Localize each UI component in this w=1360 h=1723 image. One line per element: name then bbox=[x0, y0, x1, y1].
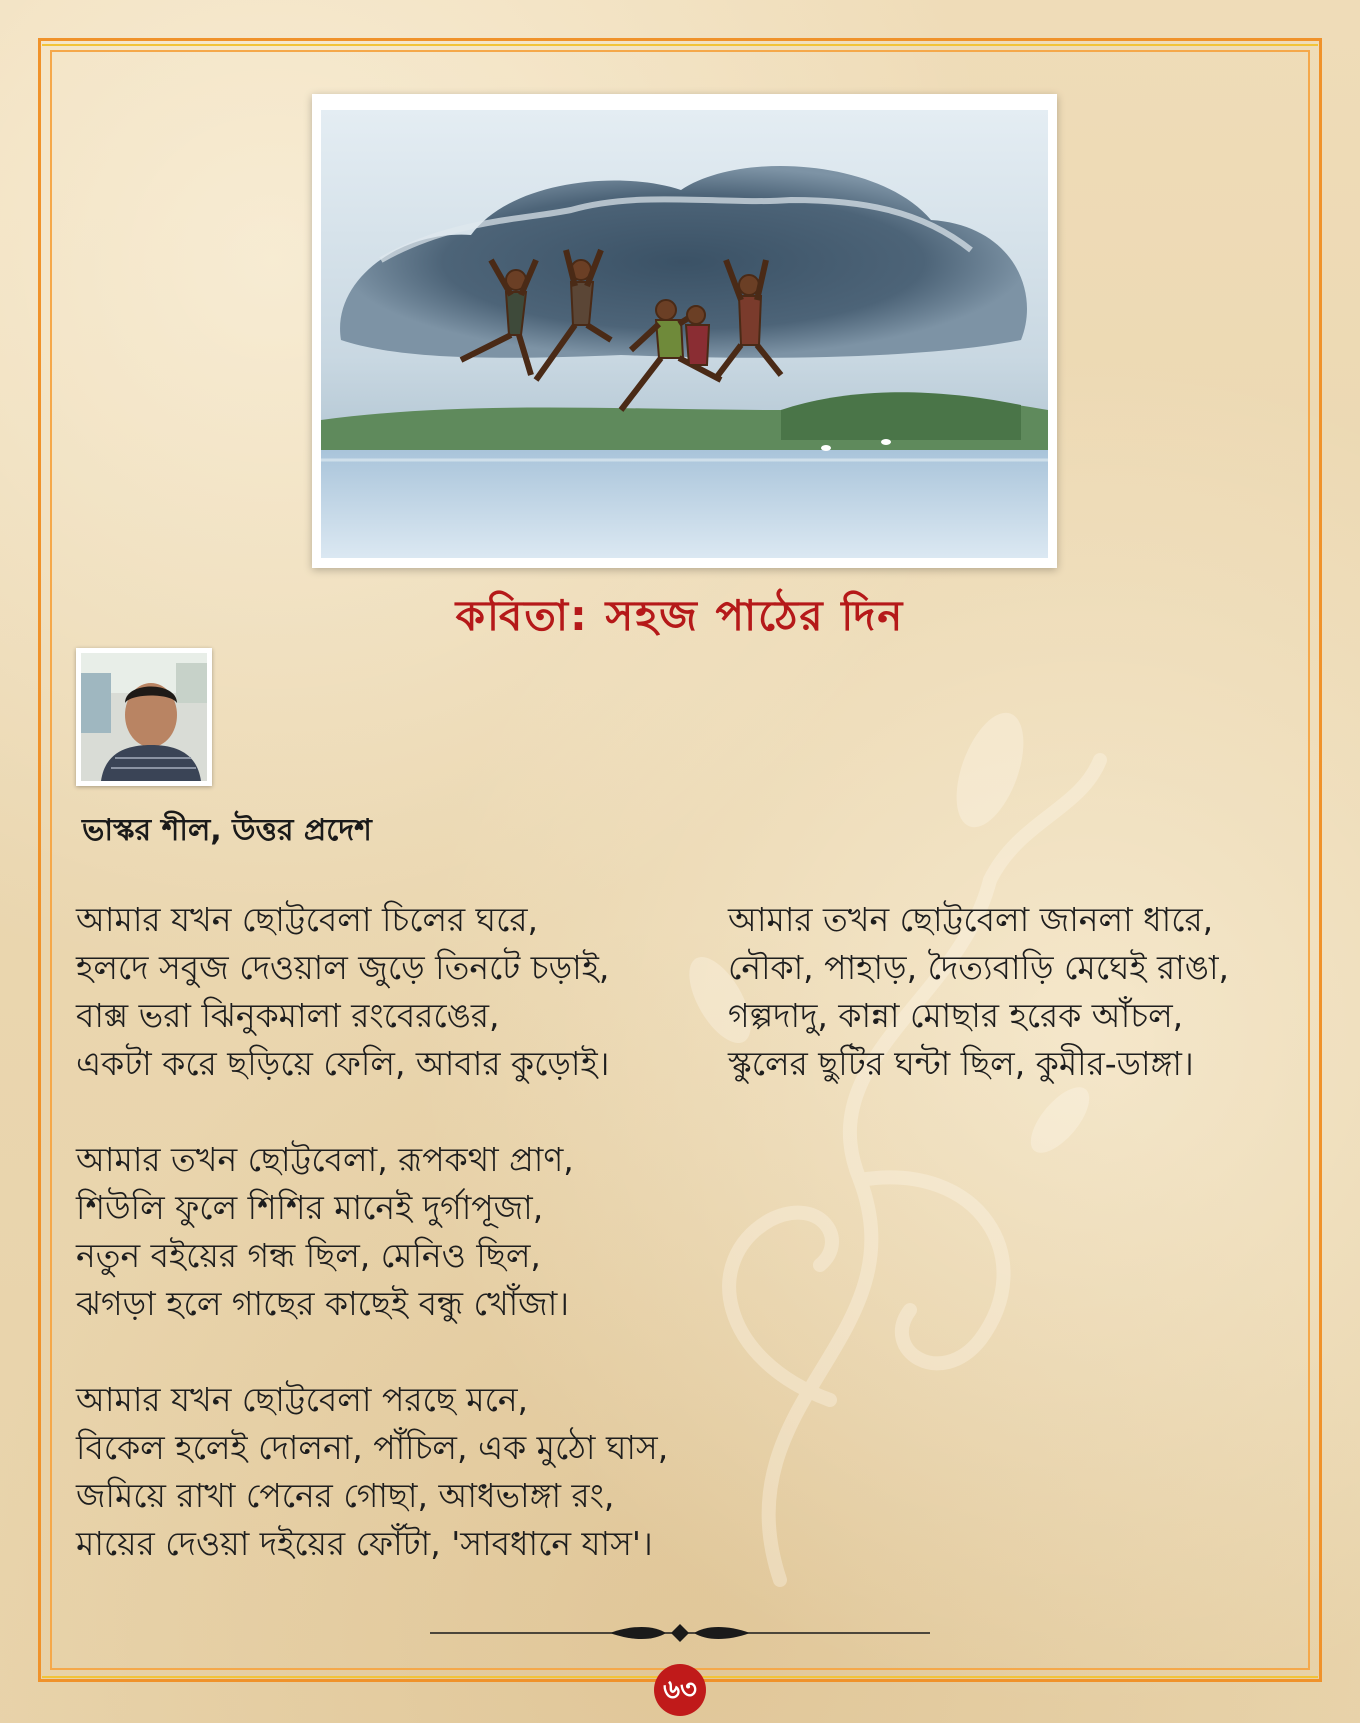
poem-line: আমার যখন ছোট্টবেলা পরছে মনে, bbox=[76, 1380, 529, 1419]
author-photo bbox=[76, 648, 212, 786]
poem-title: কবিতা: সহজ পাঠের দিন bbox=[455, 591, 905, 640]
ornamental-divider bbox=[430, 1620, 930, 1646]
stanza bbox=[76, 1136, 716, 1328]
poem-line: ঝগড়া হলে গাছের কাছেই বন্ধু খোঁজা। bbox=[76, 1284, 570, 1323]
poem-line: জমিয়ে রাখা পেনের গোছা, আধভাঙ্গা রং, bbox=[76, 1476, 615, 1515]
header-photo-card bbox=[312, 94, 1057, 568]
poem-line: আমার যখন ছোট্টবেলা চিলের ঘরে, bbox=[76, 900, 538, 939]
background-swirl-ornament bbox=[660, 700, 1120, 1600]
poem-line: শিউলি ফুলে শিশির মানেই দুর্গাপূজা, bbox=[76, 1188, 544, 1227]
poem-line: আমার তখন ছোট্টবেলা জানলা ধারে, bbox=[728, 900, 1214, 939]
poem-column-right bbox=[728, 896, 1328, 1136]
author-portrait bbox=[81, 653, 207, 781]
poem-line: গল্পদাদু, কান্না মোছার হরেক আঁচল, bbox=[728, 996, 1184, 1035]
children-jumping-photo bbox=[321, 110, 1048, 558]
poem-line: নতুন বইয়ের গন্ধ ছিল, মেনিও ছিল, bbox=[76, 1236, 541, 1275]
poem-line: হলদে সবুজ দেওয়াল জুড়ে তিনটে চড়াই, bbox=[76, 948, 610, 987]
gold-rule-top bbox=[42, 44, 1318, 46]
poem-line: একটা করে ছড়িয়ে ফেলি, আবার কুড়োই। bbox=[76, 1044, 610, 1083]
poem-line: নৌকা, পাহাড়, দৈত্যবাড়ি মেঘেই রাঙা, bbox=[728, 948, 1230, 987]
poem-line: স্কুলের ছুটির ঘন্টা ছিল, কুমীর-ডাঙ্গা। bbox=[728, 1044, 1194, 1083]
page-number-badge: ৬৩ bbox=[654, 1664, 706, 1716]
stanza bbox=[76, 1376, 716, 1568]
poem-column-left bbox=[76, 896, 716, 1616]
poem-line: আমার তখন ছোট্টবেলা, রূপকথা প্রাণ, bbox=[76, 1140, 574, 1179]
stanza bbox=[728, 896, 1328, 1088]
poem-line: বাক্স ভরা ঝিনুকমালা রংবেরঙের, bbox=[76, 996, 500, 1035]
author-name: ভাস্কর শীল, উত্তর প্রদেশ bbox=[82, 813, 372, 848]
stanza bbox=[76, 896, 716, 1088]
poem-line: বিকেল হলেই দোলনা, পাঁচিল, এক মুঠো ঘাস, bbox=[76, 1428, 669, 1467]
poem-line: মায়ের দেওয়া দইয়ের ফোঁটা, 'সাবধানে যাস'। bbox=[76, 1524, 653, 1563]
